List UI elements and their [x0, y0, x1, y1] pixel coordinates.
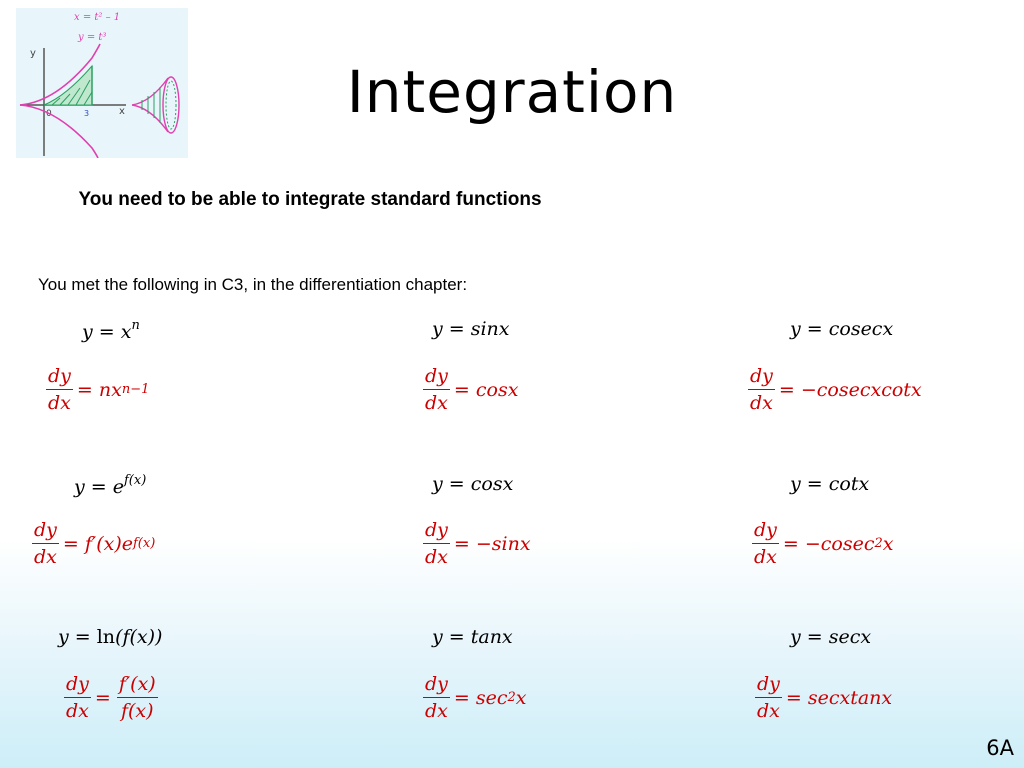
function-text: y = secx — [790, 626, 872, 648]
derivative-e-power-fx — [32, 520, 155, 567]
function-e-power-fx — [74, 473, 146, 498]
fraction-num: dy — [423, 520, 450, 544]
derivative-cosecx — [748, 366, 922, 413]
fraction-num: dy — [64, 674, 91, 698]
derivative-rhs: = secxtanx — [785, 686, 893, 709]
derivative-rhs: = nx — [76, 378, 122, 401]
fraction-den: dx — [754, 546, 777, 568]
function-text: y = x — [82, 321, 132, 343]
fraction-den: dx — [757, 700, 780, 722]
derivative-sup: f(x) — [133, 536, 156, 551]
derivative-rhs: = cosx — [453, 378, 519, 401]
fraction-den: dx — [66, 700, 89, 722]
x-axis-label: x — [119, 106, 125, 117]
slide-subtitle: You need to be able to integrate standard functions — [78, 189, 542, 210]
derivative-rhs: = f′(x)e — [62, 532, 133, 555]
fraction-den: dx — [425, 700, 448, 722]
function-text: y = cotx — [790, 473, 870, 495]
intro-text: You met the following in C3, in the differentiation chapter: — [38, 275, 468, 294]
derivative-sinx — [423, 366, 518, 413]
function-sup: n — [131, 318, 140, 333]
page-number: 6A — [986, 736, 1014, 760]
function-cosecx — [790, 318, 893, 340]
function-sinx — [432, 318, 510, 340]
function-text: y = cosx — [432, 473, 514, 495]
rhs-fraction-num: f′(x) — [117, 674, 158, 698]
function-cotx — [790, 473, 869, 495]
derivative-ln-fx — [64, 674, 162, 721]
function-cosx — [432, 473, 513, 495]
x3-label: 3 — [84, 109, 90, 118]
function-text: y = cosecx — [790, 318, 894, 340]
derivative-sup: 2 — [507, 690, 516, 705]
fraction-num: dy — [755, 674, 782, 698]
derivative-secx — [755, 674, 892, 721]
slide-title: Integration — [346, 58, 678, 126]
derivative-cotx — [752, 520, 894, 567]
derivative-sup: 2 — [874, 536, 883, 551]
fraction-num: dy — [423, 366, 450, 390]
derivative-tail: x — [882, 532, 894, 555]
fraction-den: dx — [750, 392, 773, 414]
fraction-den: dx — [425, 546, 448, 568]
derivative-rhs: = −cosec — [782, 532, 875, 555]
derivative-rhs: = −sinx — [453, 532, 531, 555]
fraction-num: dy — [46, 366, 73, 390]
derivative-rhs: = sec — [453, 686, 508, 709]
function-x-power-n — [82, 318, 140, 343]
param-y-label: y = t³ — [78, 32, 107, 43]
y-axis-label: y — [30, 48, 36, 59]
derivative-tail: x — [515, 686, 527, 709]
fraction-num: dy — [748, 366, 775, 390]
fraction-num: dy — [752, 520, 779, 544]
derivative-rhs: = −cosecxcotx — [778, 378, 922, 401]
fraction-den: dx — [34, 546, 57, 568]
fraction-num: dy — [32, 520, 59, 544]
fraction-den: dx — [425, 392, 448, 414]
function-text: (f(x)) — [115, 626, 163, 648]
function-text: y = tanx — [432, 626, 513, 648]
function-tanx — [432, 626, 513, 648]
function-prefix: y = — [58, 626, 97, 648]
fraction-den: dx — [48, 392, 71, 414]
derivative-x-power-n — [46, 366, 149, 413]
derivative-cosx — [423, 520, 531, 567]
function-text: y = sinx — [432, 318, 510, 340]
param-x-label: x = t² – 1 — [74, 12, 121, 23]
fraction-num: dy — [423, 674, 450, 698]
function-sup: f(x) — [123, 473, 147, 488]
ln-text: ln — [96, 626, 116, 648]
function-text: y = e — [74, 476, 124, 498]
derivative-equals: = — [94, 686, 111, 709]
origin-label: 0 — [46, 109, 52, 119]
function-ln-fx — [58, 626, 162, 648]
derivative-sup: n−1 — [121, 382, 150, 397]
rhs-fraction-den: f(x) — [120, 700, 154, 722]
function-secx — [790, 626, 871, 648]
derivative-tanx — [423, 674, 527, 721]
